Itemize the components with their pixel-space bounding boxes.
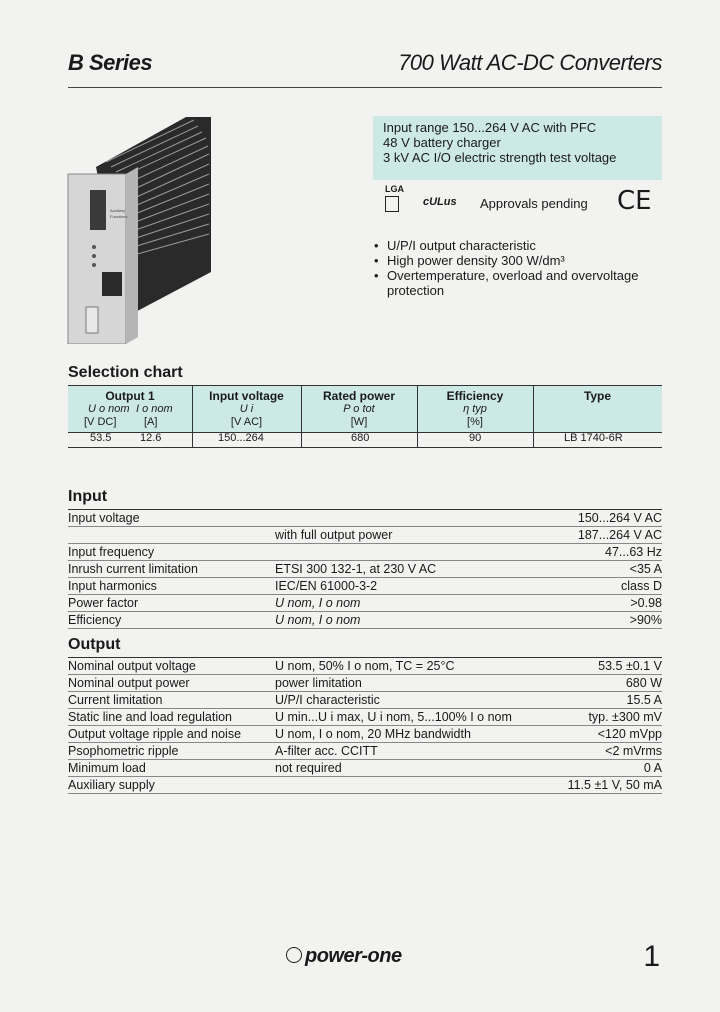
header-rule (68, 87, 662, 88)
features-box (373, 116, 662, 180)
logo-circle-icon (286, 947, 302, 963)
bullet-continuation: protection (387, 283, 445, 298)
feature-line: 3 kV AC I/O electric strength test voltage (383, 150, 617, 165)
table-row: Inrush current limitation ETSI 300 132-1, at 230 V AC <35 A (68, 562, 662, 576)
ce-mark-icon: CE (617, 186, 652, 216)
ul-mark-icon: cULus (423, 196, 457, 208)
col-output: Output 1 U o nom I o nom [V DC] [A] (68, 386, 193, 432)
output-table (68, 657, 662, 794)
cell-eff: 90 (469, 432, 482, 444)
lga-icon (385, 196, 399, 212)
table-row: Efficiency U nom, I o nom >90% (68, 613, 662, 627)
table-row: Output voltage ripple and noise U nom, I o nom, 20 MHz bandwidth <120 mVpp (68, 727, 662, 741)
cell-uo: 53.5 (90, 432, 112, 444)
input-table (68, 509, 662, 629)
page-number: 1 (643, 940, 660, 973)
table-row: Current limitation U/P/I characteristic 15.5 A (68, 693, 662, 707)
lga-mark: LGA (385, 184, 404, 194)
approvals-text: Approvals pending (480, 196, 588, 211)
selection-header (68, 385, 662, 433)
col-type: Type (583, 389, 612, 403)
table-row: with full output power 187...264 V AC (68, 527, 662, 544)
table-row: Minimum load not required 0 A (68, 761, 662, 775)
table-row: Nominal output voltage U nom, 50% I o nom, TC = 25°C 53.5 ±0.1 V (68, 659, 662, 673)
approvals-row (383, 184, 663, 216)
bullet-item: • High power density 300 W/dm³ (374, 253, 664, 268)
table-row: Input harmonics IEC/EN 61000-3-2 class D (68, 579, 662, 593)
series-title: B Series (68, 50, 153, 75)
input-title: Input (68, 488, 108, 505)
product-photo (66, 112, 216, 344)
table-row: Input frequency 47...63 Hz (68, 545, 662, 559)
selection-chart-title: Selection chart (68, 364, 183, 381)
feature-bullets (374, 238, 664, 298)
product-title: 700 Watt AC-DC Converters (398, 50, 662, 75)
table-row: Static line and load regulation U min...U i max, U i nom, 5...100% I o nom typ. ±300 mV (68, 710, 662, 724)
cell-power: 680 (351, 432, 370, 444)
power-one-logo: power-one (286, 945, 402, 968)
col-power: Rated power P o tot [W] (301, 386, 418, 432)
feature-line: 48 V battery charger (383, 135, 501, 150)
feature-line: Input range 150...264 V AC with PFC (383, 120, 597, 135)
table-row: Power factor U nom, I o nom >0.98 (68, 596, 662, 610)
output-title: Output (68, 636, 121, 653)
selection-row (68, 431, 662, 448)
bullet-item: • Overtemperature, overload and overvoltage (374, 268, 664, 283)
col-efficiency: Efficiency η typ [%] (417, 386, 534, 432)
cell-io: 12.6 (140, 432, 162, 444)
bullet-item: • U/P/I output characteristic (374, 238, 664, 253)
table-row: Input voltage 150...264 V AC (68, 511, 662, 525)
svg-text:Functions: Functions (110, 214, 128, 219)
table-row: Auxiliary supply 11.5 ±1 V, 50 mA (68, 778, 662, 792)
cell-input: 150...264 (218, 432, 264, 444)
col-input: Input voltage U i [V AC] (192, 386, 302, 432)
table-row: Nominal output power power limitation 680 W (68, 676, 662, 690)
table-row: Psophometric ripple A-filter acc. CCITT <2 mVrms (68, 744, 662, 758)
svg-text:Auxiliary: Auxiliary (110, 208, 126, 213)
cell-type: LB 1740-6R (564, 432, 623, 444)
